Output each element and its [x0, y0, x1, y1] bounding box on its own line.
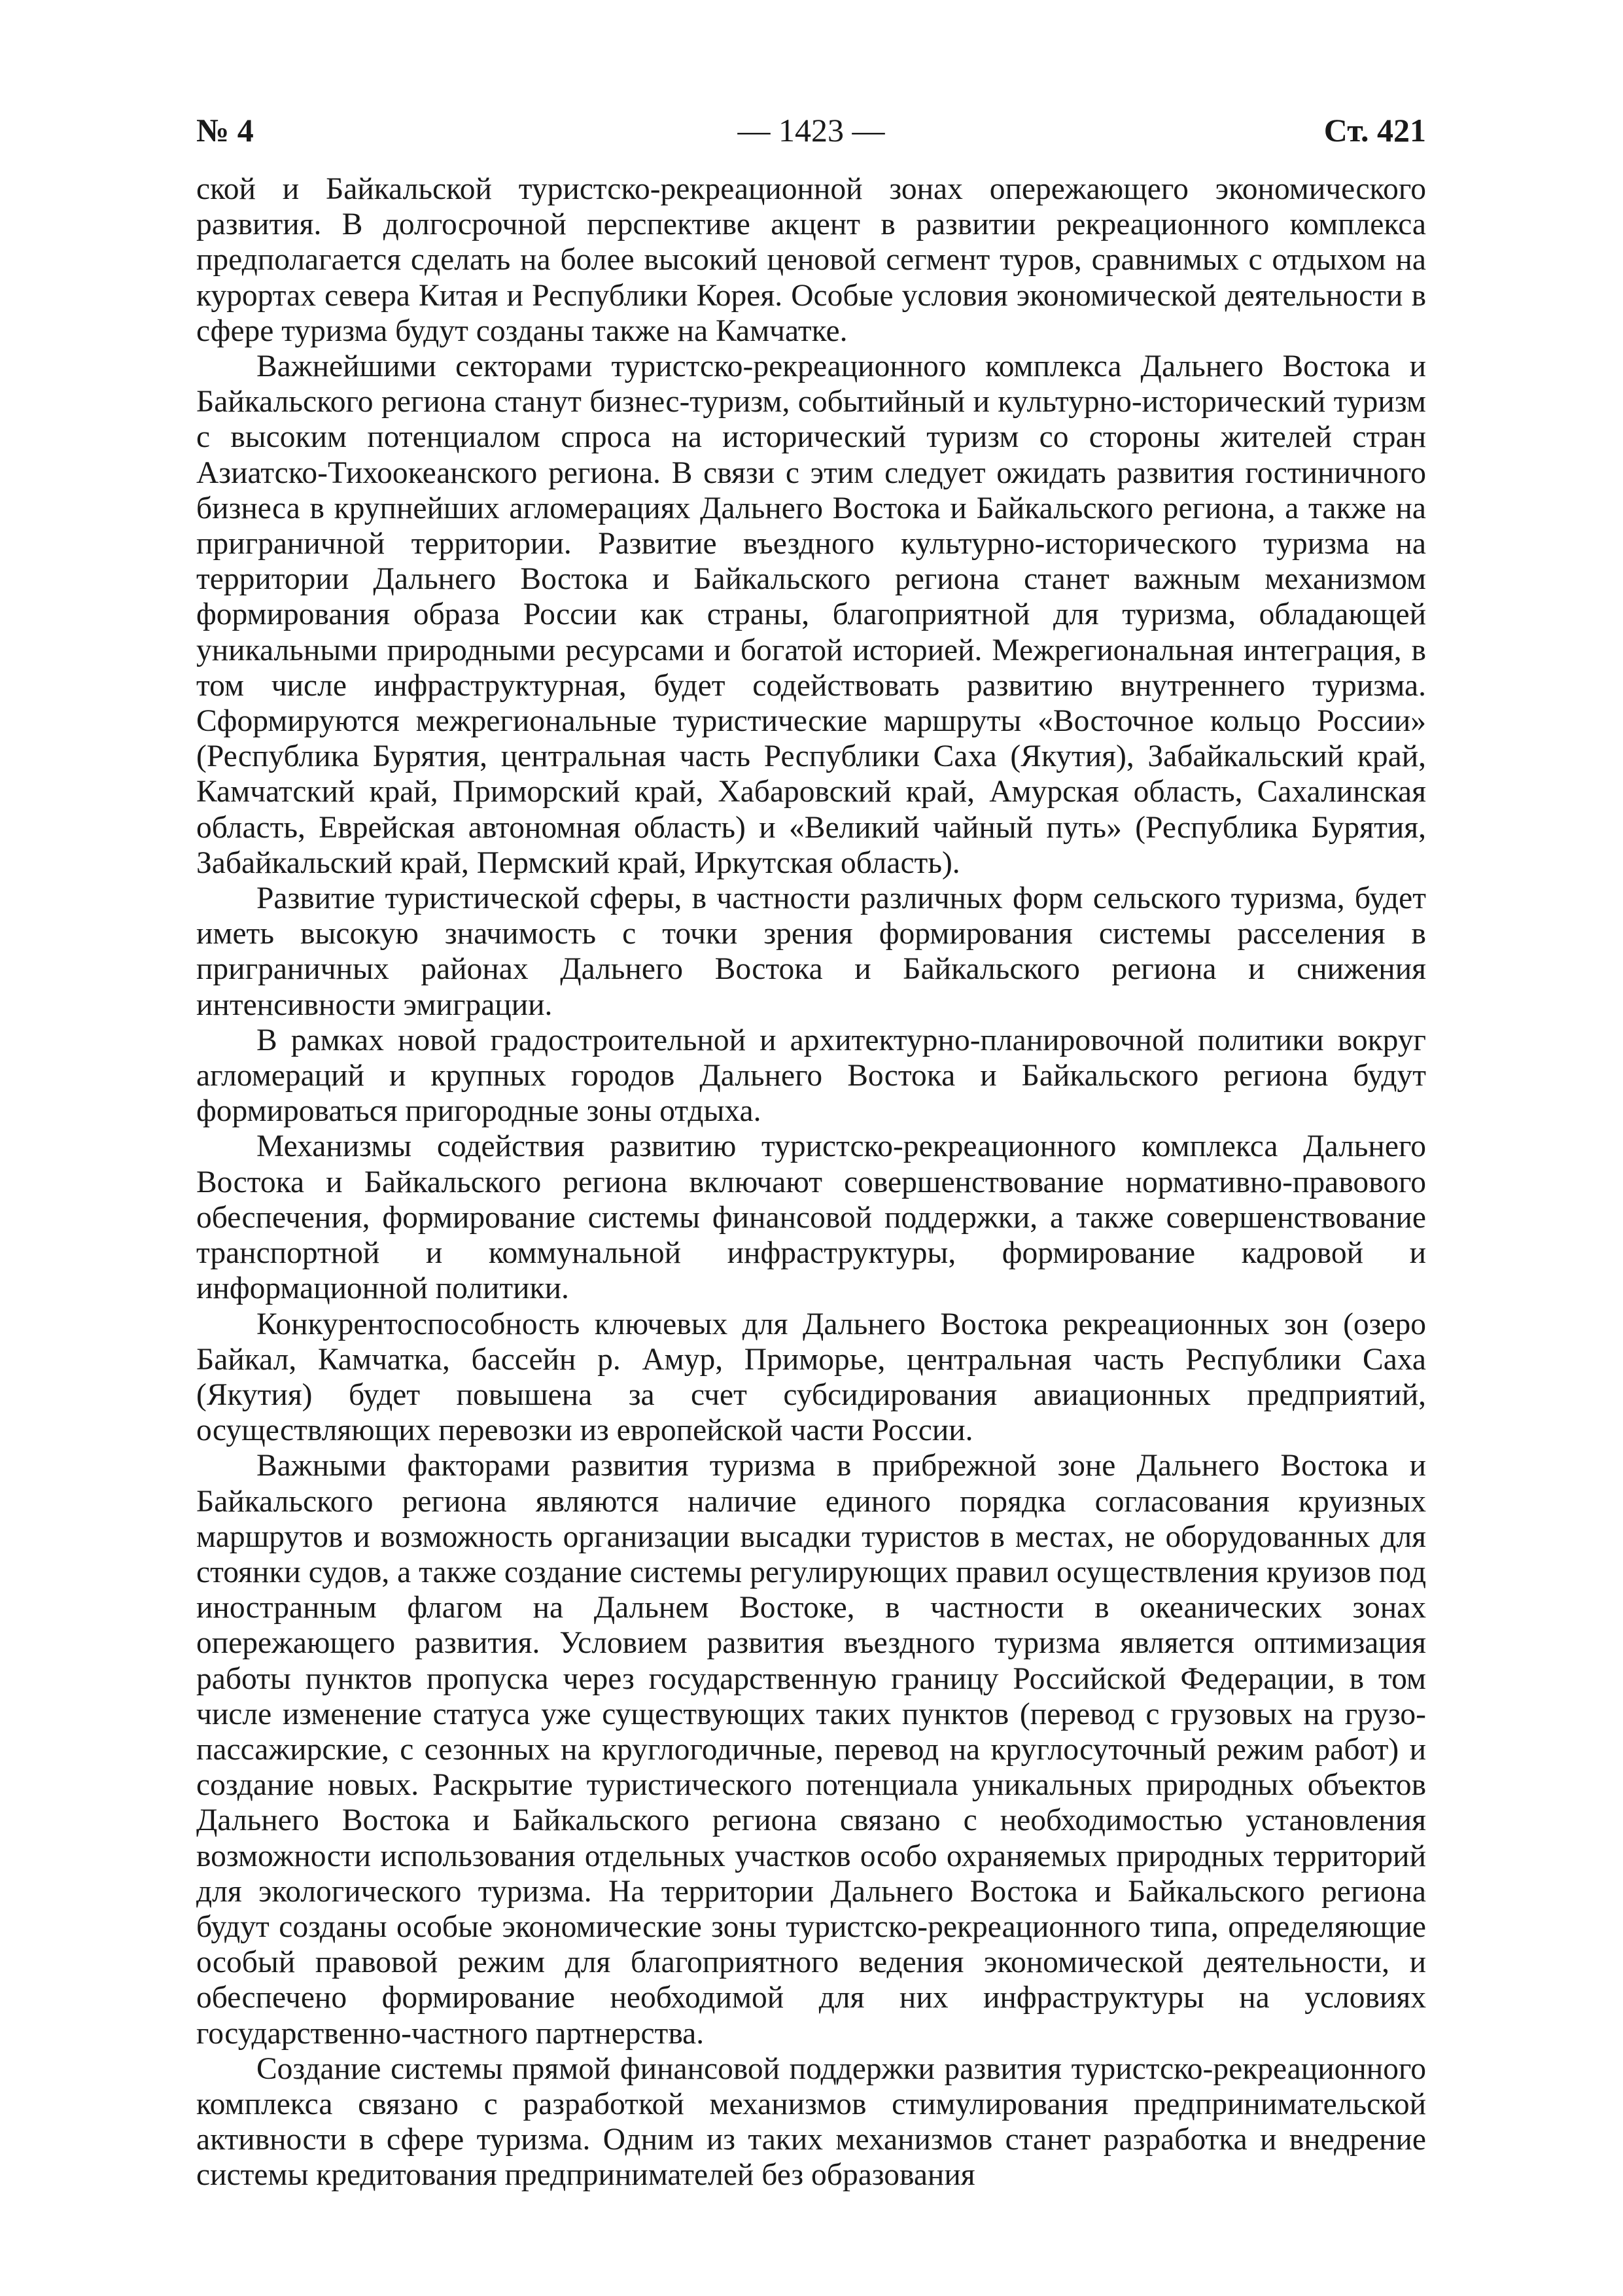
paragraph: Важнейшими секторами туристско-рекреационного комплекса Дальнего Востока и Байкальского региона станут бизнес-туризм, событийный и культурно-исторический туризм с высоким потенциалом спроса на исторический туризм со стороны жителей стран Азиатско-Тихоокеанского региона. В связи с этим следует ожидать развития гостиничного бизнеса в крупнейших агломерациях Дальнего Востока и Байкальского региона, а также на приграничной территории. Развитие въездного культурно-исторического туризма на территории Дальнего Востока и Байкальского региона станет важным механизмом формирования образа России как страны, благоприятной для туризма, обладающей уникальными природными ресурсами и богатой историей. Межрегиональная интеграция, в том числе инфраструктурная, будет содействовать развитию внутреннего туризма. Сформируются межрегиональные туристические маршруты «Восточное кольцо России» (Республика Бурятия, центральная часть Республики Саха (Якутия), Забайкальский край, Камчатский край, Приморский край, Хабаровский край, Амурская область, Сахалинская область, Еврейская автономная область) и «Великий чайный путь» (Республика Бурятия, Забайкальский край, Пермский край, Иркутская область). — [196, 349, 1426, 880]
paragraph: Механизмы содействия развитию туристско-рекреационного комплекса Дальнего Востока и Байкальского региона включают совершенствование нормативно-правового обеспечения, формирование системы финансовой поддержки, а также совершенствование транспортной и коммунальной инфраструктуры, формирование кадровой и информационной политики. — [196, 1129, 1426, 1306]
paragraph: Важными факторами развития туризма в прибрежной зоне Дальнего Востока и Байкальского региона являются наличие единого порядка согласования круизных маршрутов и возможность организации высадки туристов в местах, не оборудованных для стоянки судов, а также создание системы регулирующих правил осуществления круизов под иностранным флагом на Дальнем Востоке, в частности в океанических зонах опережающего развития. Условием развития въездного туризма является оптимизация работы пунктов пропуска через государственную границу Российской Федерации, в том числе изменение статуса уже существующих таких пунктов (перевод с грузовых на грузо-пассажирские, с сезонных на круглогодичные, перевод на круглосуточный режим работ) и создание новых. Раскрытие туристического потенциала уникальных природных объектов Дальнего Востока и Байкальского региона связано с необходимостью установления возможности использования отдельных участков особо охраняемых природных территорий для экологического туризма. На территории Дальнего Востока и Байкальского региона будут созданы особые экономические зоны туристско-рекреационного типа, определяющие особый правовой режим для благоприятного ведения экономической деятельности, и обеспечено формирование необходимой для них инфраструктуры на условиях государственно-частного партнерства. — [196, 1449, 1426, 2051]
paragraph: Конкурентоспособность ключевых для Дальнего Востока рекреационных зон (озеро Байкал, Камчатка, бассейн р. Амур, Приморье, центральная часть Республики Саха (Якутия) будет повышена за счет субсидирования авиационных предприятий, осуществляющих перевозки из европейской части России. — [196, 1307, 1426, 1448]
paragraph: Создание системы прямой финансовой поддержки развития туристско-рекреационного комплекса связано с разработкой механизмов стимулирования предпринимательской активности в сфере туризма. Одним из таких механизмов станет разработка и внедрение системы кредитования предпринимателей без образования — [196, 2051, 1426, 2193]
issue-number: № 4 — [196, 112, 254, 149]
page-number: — 1423 — — [737, 112, 885, 149]
paragraph: Развитие туристической сферы, в частности различных форм сельского туризма, будет иметь высокую значимость с точки зрения формирования системы расселения в приграничных районах Дальнего Востока и Байкальского региона и снижения интенсивности эмиграции. — [196, 881, 1426, 1022]
paragraph: В рамках новой градостроительной и архитектурно-планировочной политики вокруг агломераций и крупных городов Дальнего Востока и Байкальского региона будут формироваться пригородные зоны отдыха. — [196, 1023, 1426, 1129]
page-header — [196, 111, 1426, 157]
paragraph-continuation: ской и Байкальской туристско-рекреационной зонах опережающего экономического развития. В долгосрочной перспективе акцент в развитии рекреационного комплекса предполагается сделать на более высокий ценовой сегмент туров, сравнимых с отдыхом на курортах севера Китая и Республики Корея. Особые условия экономической деятельности в сфере туризма будут созданы также на Камчатке. — [196, 172, 1426, 348]
article-number: Ст. 421 — [1323, 112, 1426, 149]
document-body — [196, 171, 1426, 2193]
